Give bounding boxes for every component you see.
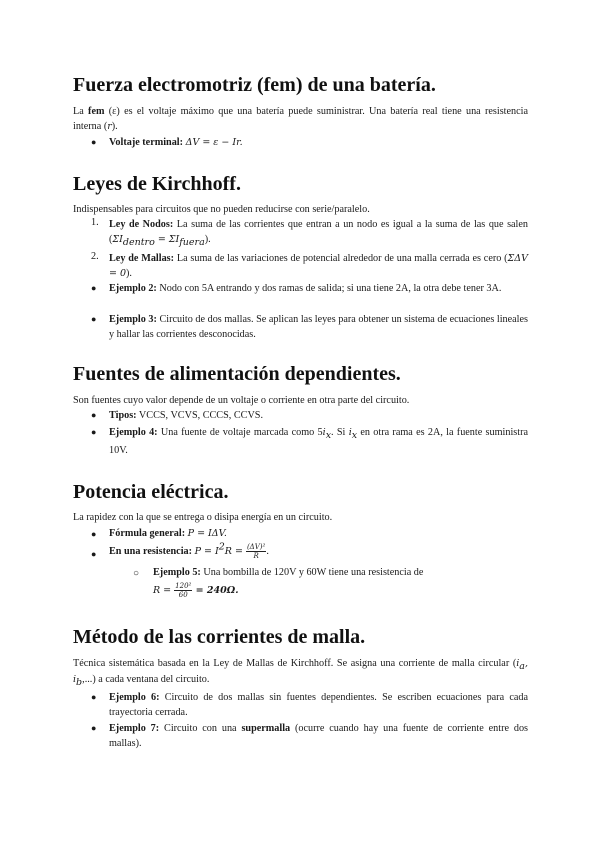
- list-item-ley-mallas: Ley de Mallas: La suma de las variaciones de potencial alrededor de una malla cerrada es cero (ΣΔV = 0).: [109, 253, 528, 279]
- list-item-ejemplo-5: Ejemplo 5: Una bombilla de 120V y 60W tiene una resistencia de: [153, 567, 424, 578]
- fraction: $\frac{\text{(ΔV)²}}{R}$: [246, 543, 266, 561]
- fem-paragraph: La fem (ε) es el voltaje máximo que una batería puede suministrar. Una batería real tiene una resistencia interna (r).: [73, 106, 528, 132]
- bullet-icon: ●: [91, 549, 97, 559]
- bullet-icon: ●: [91, 692, 97, 702]
- bullet-icon: ●: [91, 427, 97, 437]
- list-item-ejemplo-4: Ejemplo 4: Una fuente de voltaje marcada como $5i_x$. Si $i_x$ en otra rama es 2A, la fuente suministra 10V.: [109, 427, 528, 456]
- heading-corrientes-malla: Método de las corrientes de malla.: [73, 626, 366, 648]
- bullet-icon: ●: [91, 410, 97, 420]
- fuentes-intro: Son fuentes cuyo valor depende de un voltaje o corriente en otra parte del circuito.: [73, 395, 410, 406]
- fraction: $\frac{\text{120²}}{60}$: [175, 582, 192, 600]
- circle-bullet-icon: ○: [133, 568, 140, 579]
- list-number: 2.: [91, 251, 99, 262]
- ejemplo-5-formula: R = $\frac{\text{120²}}{60}$ = 240Ω.: [153, 582, 239, 600]
- list-item-ejemplo-2: Ejemplo 2: Nodo con 5A entrando y dos ramas de salida; si una tiene 2A, la otra debe tener 3A.: [109, 283, 502, 294]
- list-item-ejemplo-6: Ejemplo 6: Circuito de dos mallas sin fuentes dependientes. Se escriben ecuaciones para cada trayectoria cerrada.: [109, 692, 528, 718]
- list-item-formula-general: Fórmula general: P = IΔV.: [109, 528, 227, 539]
- list-item-ejemplo-3: Ejemplo 3: Circuito de dos mallas. Se aplican las leyes para obtener un sistema de ecuaciones lineales y hallar las corrientes desconocidas.: [109, 314, 528, 340]
- list-item-resistencia: En una resistencia: $P = I^2R$ = $\frac{\text{(ΔV)²}}{R}$ .: [109, 541, 269, 561]
- list-item-ejemplo-7: Ejemplo 7: Circuito con una supermalla (ocurre cuando hay una fuente de corriente entre dos mallas).: [109, 723, 529, 749]
- kirchhoff-intro: Indispensables para circuitos que no pueden reducirse con serie/paralelo.: [73, 204, 370, 215]
- bullet-icon: ●: [91, 137, 97, 147]
- list-item-ley-nodos: Ley de Nodos: La suma de las corrientes que entran a un nodo es igual a la suma de las que salen $(\Sigma I_{dentro} = \Sigma I_{fuera})$.: [109, 219, 528, 249]
- potencia-intro: La rapidez con la que se entrega o disipa energía en un circuito.: [73, 512, 333, 523]
- heading-fem: Fuerza electromotriz (fem) de una batería.: [73, 74, 436, 96]
- list-item-tipos: Tipos: VCCS, VCVS, CCCS, CCVS.: [109, 410, 264, 421]
- bullet-icon: ●: [91, 723, 97, 733]
- bullet-icon: ●: [91, 283, 97, 293]
- list-number: 1.: [91, 217, 99, 228]
- list-item-voltaje-terminal: Voltaje terminal: ΔV = ε − Ir.: [109, 137, 243, 148]
- heading-potencia: Potencia eléctrica.: [73, 481, 229, 503]
- bullet-icon: ●: [91, 529, 97, 539]
- heading-kirchhoff: Leyes de Kirchhoff.: [73, 173, 241, 195]
- bullet-icon: ●: [91, 314, 97, 324]
- corrientes-malla-intro: Técnica sistemática basada en la Ley de Mallas de Kirchhoff. Se asigna una corriente de malla circular ($i_a$, $i_b$,...) a cada ventana del circuito.: [73, 658, 528, 688]
- heading-fuentes-dependientes: Fuentes de alimentación dependientes.: [73, 363, 401, 385]
